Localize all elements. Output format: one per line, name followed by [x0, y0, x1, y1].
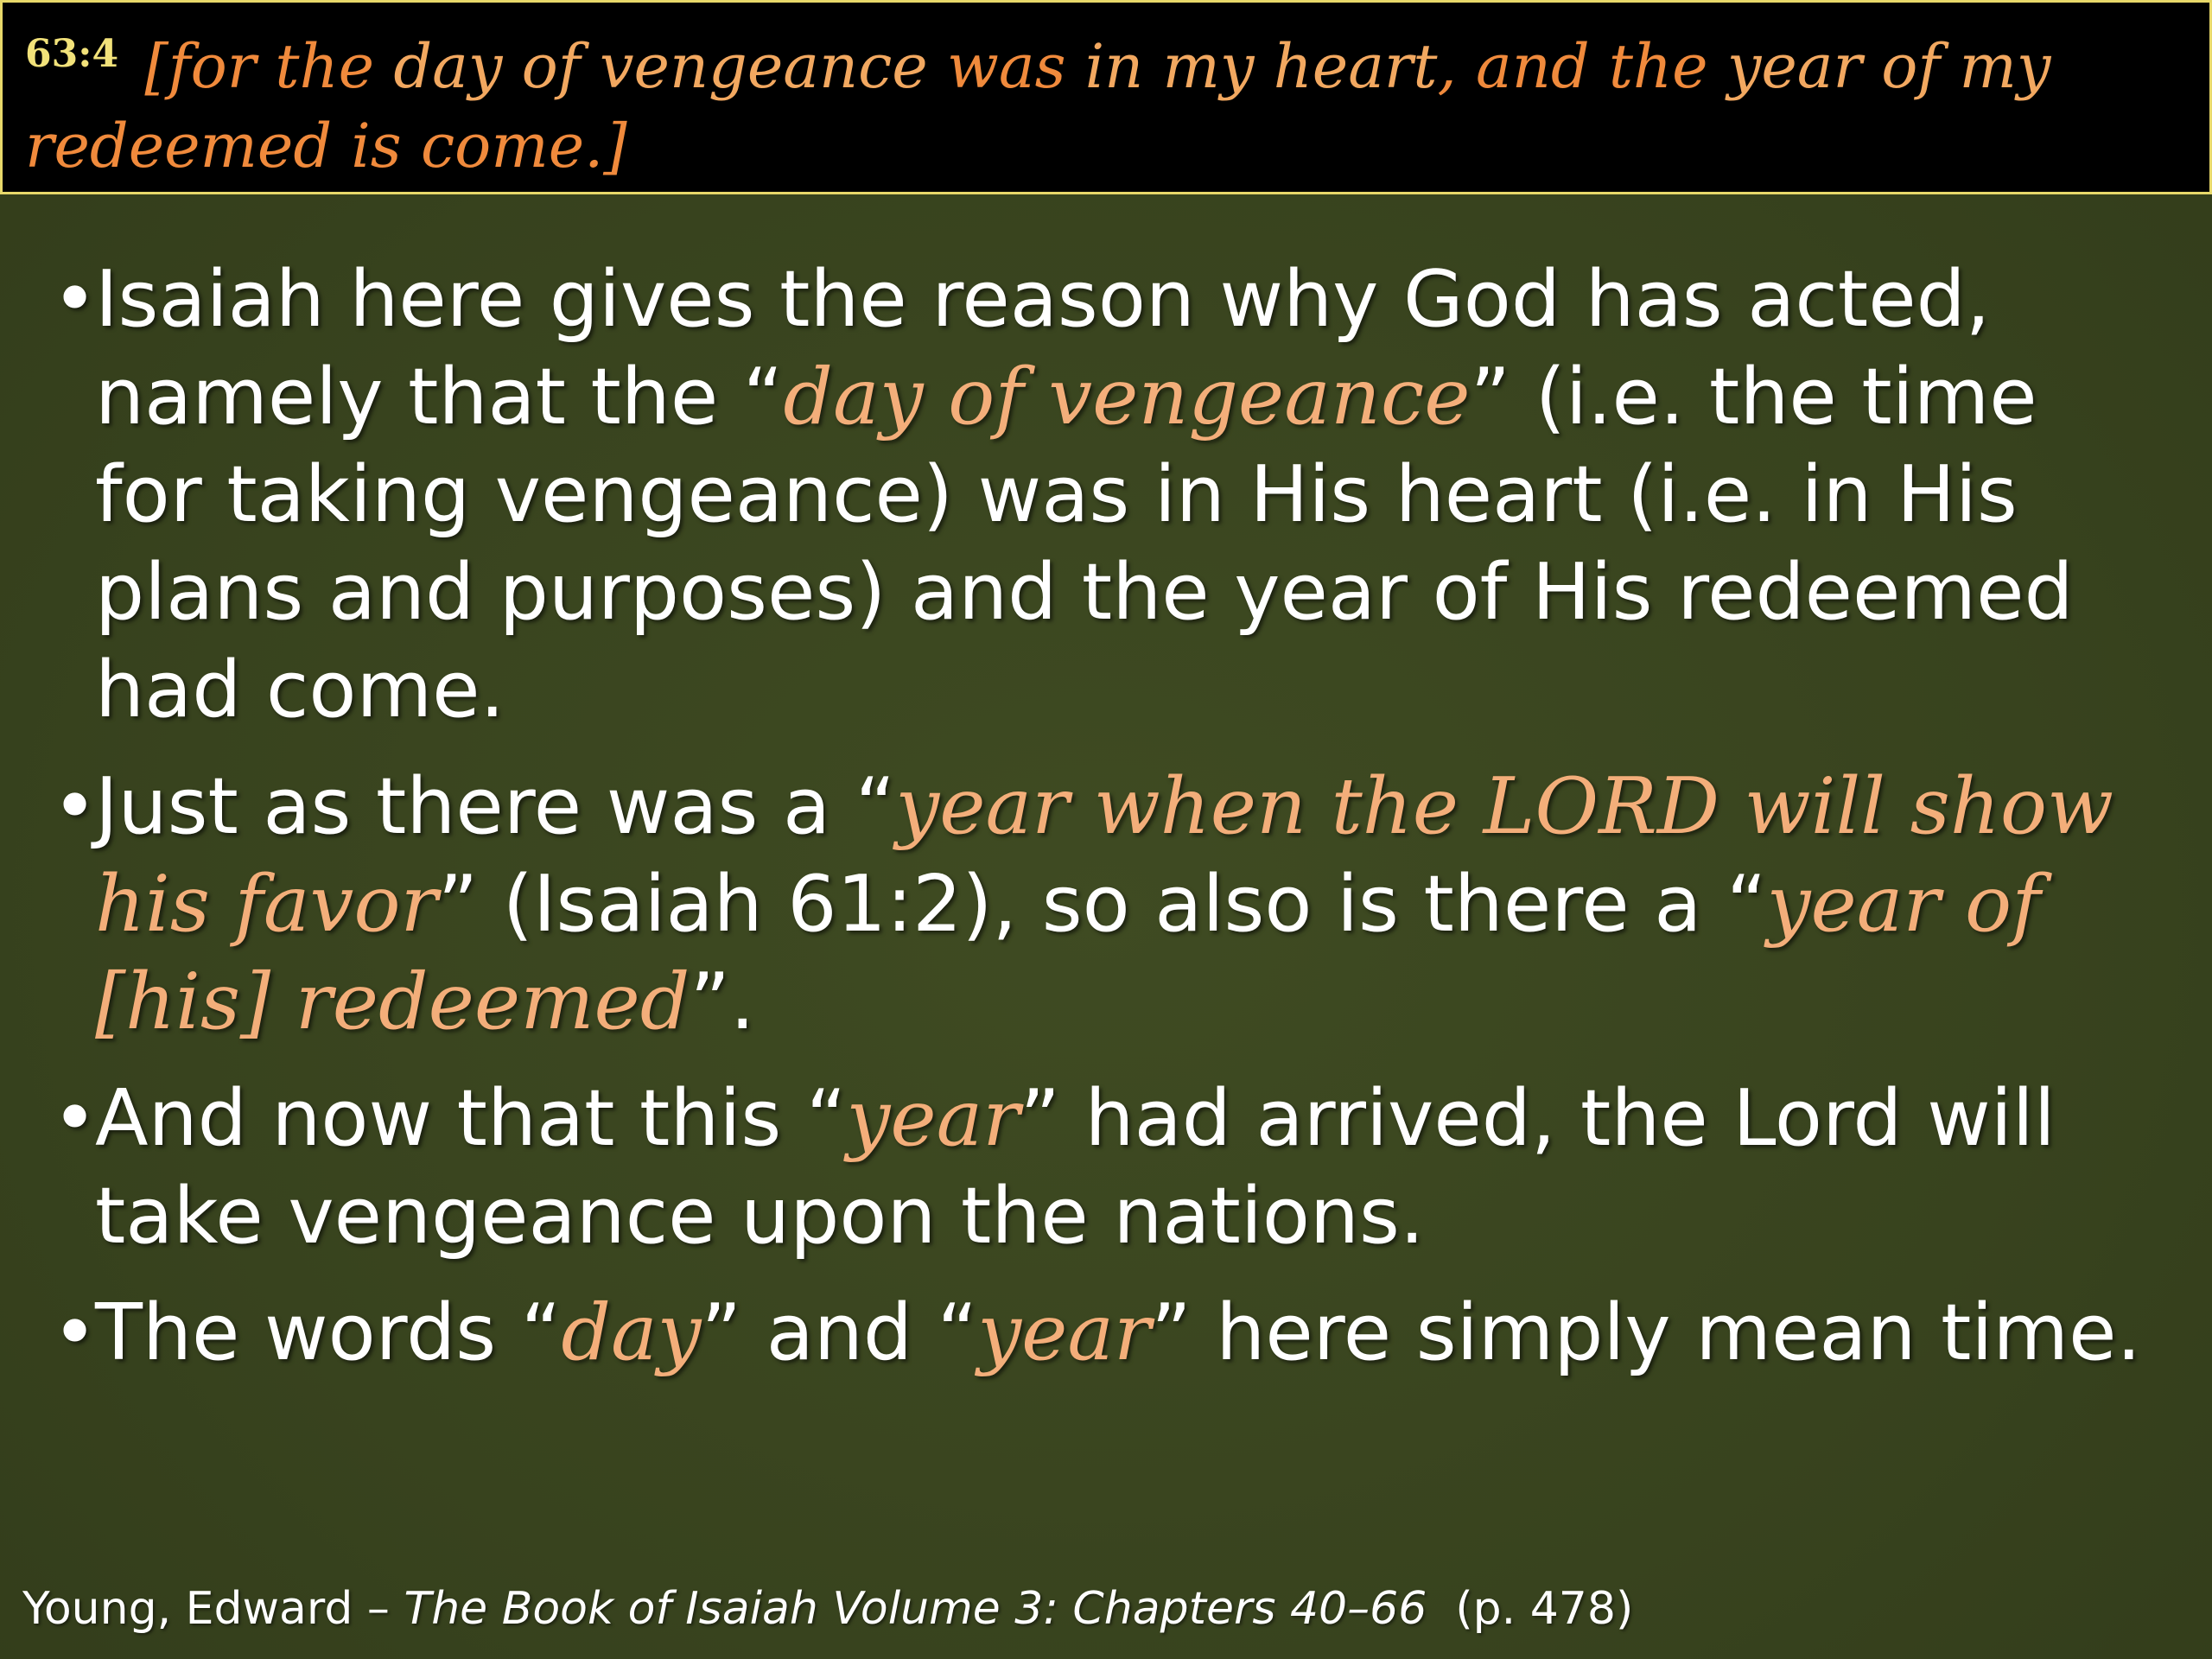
- bullet-emphasis: year: [977, 1287, 1152, 1378]
- bullet-icon: •: [52, 1287, 99, 1378]
- bullet-text: ” (Isaiah 61:2), so also is there a “: [437, 859, 1767, 950]
- verse-segment: [for the: [144, 31, 394, 102]
- bullet-text: ” had arrived, the Lord will take vengeance upon the nations.: [95, 1073, 2056, 1262]
- citation-page: (p. 478): [1427, 1583, 1634, 1635]
- verse-segment: redeemed is come.]: [25, 111, 627, 181]
- bullet-emphasis: year of [his] redeemed: [95, 859, 2041, 1047]
- verse-reference: 63:4: [25, 32, 119, 76]
- verse-header: [0, 0, 2212, 194]
- verse-segment: was: [927, 31, 1085, 102]
- citation: [22, 1583, 1633, 1635]
- citation-title: The Book of Isaiah Volume 3: Chapters 40–66: [404, 1583, 1427, 1635]
- bullet-emphasis: year when the LORD will show his favor: [95, 761, 2114, 950]
- verse-segment-highlight: year of my: [1726, 31, 2051, 102]
- bullet-icon: •: [52, 761, 99, 852]
- bullet-text: ” (i.e. the time for taking vengeance) was in His heart (i.e. in His plans and purposes) and the year of His redeemed had come.: [95, 352, 2074, 735]
- verse-text: [25, 31, 2050, 181]
- verse-segment: , and the: [1437, 31, 1727, 102]
- bullet-item: [52, 758, 2160, 1051]
- bullet-icon: •: [52, 254, 99, 345]
- bullet-icon: •: [52, 1073, 99, 1164]
- bullet-item: [52, 1070, 2160, 1265]
- bullet-item: [52, 251, 2160, 739]
- citation-author: Young, Edward –: [22, 1583, 404, 1635]
- bullet-emphasis: day of vengeance: [783, 352, 1471, 442]
- bullet-text: ” and “: [701, 1287, 978, 1378]
- bullet-emphasis: day: [561, 1287, 702, 1378]
- verse-segment-highlight: in my heart: [1084, 31, 1438, 102]
- verse-segment-highlight: day of vengeance: [393, 31, 928, 102]
- bullet-text: Isaiah here gives the reason why God has acted, namely that the “: [95, 254, 1991, 442]
- bullet-text: ”.: [690, 957, 755, 1047]
- bullet-text: And now that this “: [95, 1073, 847, 1164]
- bullet-text: The words “: [95, 1287, 562, 1378]
- bullet-text: ” here simply mean time.: [1151, 1287, 2142, 1378]
- bullet-emphasis: year: [846, 1073, 1020, 1164]
- bullet-item: [52, 1284, 2160, 1382]
- bullet-list: [52, 251, 2160, 1401]
- bullet-text: Just as there was a “: [95, 761, 896, 852]
